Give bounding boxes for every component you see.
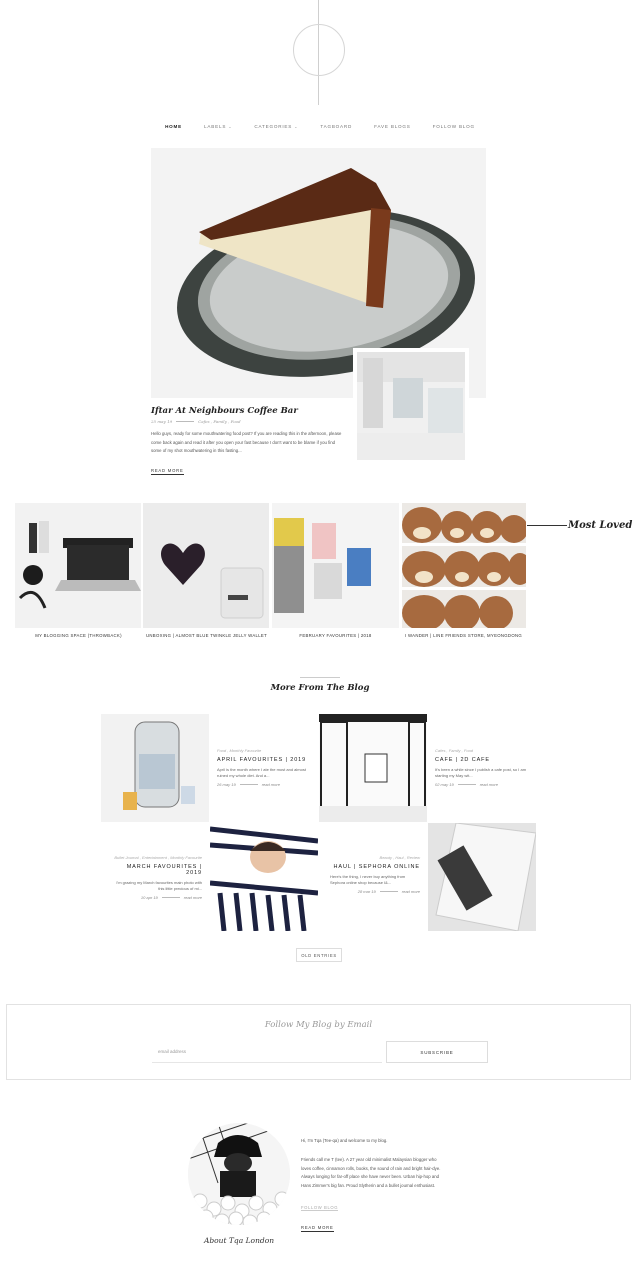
grid-post-march-categories[interactable]: Bullet Journal , Entertainment , Monthly Favourite [114, 855, 202, 860]
chevron-down-icon: ⌄ [294, 124, 299, 129]
grid-post-sephora-read-more[interactable]: read more [401, 889, 420, 894]
main-nav [0, 124, 640, 129]
most-loved-image-4[interactable] [402, 503, 526, 628]
grid-post-2d-cafe-categories[interactable]: Cafes , Family , Food [435, 748, 474, 753]
nav-follow-blog[interactable]: FOLLOW BLOG [432, 124, 475, 129]
grid-post-april-meta [217, 782, 312, 787]
grid-post-april [217, 748, 312, 787]
most-loved-rule [527, 525, 567, 526]
grid-post-april-title[interactable]: APRIL FAVOURITES | 2019 [217, 757, 307, 763]
most-loved-image-2[interactable] [143, 503, 269, 628]
grid-post-march-title[interactable]: MARCH FAVOURITES | 2019 [126, 864, 202, 876]
grid-post-sephora [330, 855, 420, 894]
about-bio: Friends call me T (tee). A 27 year old minimalist Malaysian blogger who loves coffee, cinnamon rolls, books, the sound of rain and bright hair-dye. Always longing for far-off place she have never been. Urban hip-hop and Hans Zimmer's big fan. Proud Slytherin and a bullet journal enthusiast. [301, 1157, 441, 1188]
featured-categories[interactable]: Cafes , Family , Food [198, 419, 241, 424]
featured-inset-cafe-image[interactable] [353, 348, 469, 464]
grid-post-sephora-categories[interactable]: Beauty , Haul , Review [379, 855, 420, 860]
grid-post-april-read-more[interactable]: read more [261, 782, 280, 787]
subscribe-email-input[interactable] [152, 1042, 382, 1063]
grid-post-sephora-excerpt: Here's the thing, I never buy anything from Sephora online shop because I&... [330, 874, 406, 885]
grid-post-march-date: 10 apr 19 [140, 895, 158, 900]
grid-post-2d-cafe-read-more[interactable]: read more [479, 782, 498, 787]
subscribe-email-placeholder: email address [158, 1049, 187, 1054]
chevron-down-icon: ⌄ [228, 124, 233, 129]
grid-post-2d-cafe [435, 748, 530, 787]
grid-post-march [112, 855, 202, 900]
most-loved-caption-2[interactable]: UNBOXING | ALMOST BLUE TWINKLE JELLY WALLET [146, 633, 267, 638]
about-follow-link[interactable]: FOLLOW BLOG [301, 1205, 339, 1210]
more-heading-rule [300, 677, 340, 678]
about-heading: About Tqa London [203, 1236, 275, 1245]
grid-post-march-excerpt: I'm grazing my March favourites main photo with this little precious of mi... [116, 880, 202, 891]
logo-circle[interactable] [293, 24, 345, 76]
grid-post-april-categories[interactable]: Food , Monthly Favourite [217, 748, 262, 753]
about-greeting: Hi, I'm Tqa (Tee-qa) and welcome to my blog. [301, 1138, 388, 1143]
most-loved-caption-3[interactable]: FEBRUARY FAVOURITES | 2018 [299, 633, 372, 638]
grid-post-sephora-title[interactable]: HAUL | SEPHORA ONLINE [333, 864, 420, 870]
featured-title[interactable]: Iftar At Neighbours Coffee Bar [151, 406, 298, 416]
grid-post-sephora-date: 28 mar 19 [357, 889, 376, 894]
most-loved-caption-1[interactable]: MY BLOGGING SPACE (THROWBACK) [35, 633, 122, 638]
most-loved-image-1[interactable] [15, 503, 141, 628]
grid-post-2d-cafe-meta [435, 782, 530, 787]
most-loved-image-3[interactable] [272, 503, 399, 628]
most-loved-heading: Most Loved [568, 520, 633, 531]
grid-image-sephora[interactable] [428, 823, 536, 931]
grid-post-april-excerpt: April is the month where I ate the most and almost ruined my whole diet. And a... [217, 767, 306, 778]
grid-post-2d-cafe-date: 02 may 19 [435, 782, 454, 787]
grid-post-march-read-more[interactable]: read more [183, 895, 202, 900]
most-loved-caption-4[interactable]: I WANDER | LINE FRIENDS STORE, MYEONGDONG [404, 633, 523, 638]
nav-home[interactable]: HOME [165, 124, 183, 129]
nav-fave-blogs[interactable]: FAVE BLOGS [374, 124, 411, 129]
subscribe-heading: Follow My Blog by Email [264, 1020, 373, 1030]
grid-image-2d-cafe[interactable] [319, 714, 427, 822]
subscribe-box [6, 1004, 631, 1080]
grid-post-april-date: 26 may 19 [217, 782, 236, 787]
grid-post-2d-cafe-title[interactable]: CAFE | 2D CAFE [435, 757, 490, 763]
grid-image-april[interactable] [101, 714, 209, 822]
more-from-blog-heading: More From The Blog [270, 683, 370, 693]
grid-post-march-meta [112, 895, 202, 900]
featured-excerpt: Hello guys, ready for some mouthwatering food post? If you are reading this in the afternoon, please come back again and read it after you open your fast because I don't want to be blame if you find some of my shot mouthwatering in this fasting... [151, 431, 342, 453]
featured-date: 25 may 19 [151, 419, 173, 424]
nav-categories[interactable]: CATEGORIES ⌄ [254, 124, 299, 129]
grid-post-2d-cafe-excerpt: It's been a while since I publish a cafe post, so I am starting my May wit... [435, 767, 527, 778]
grid-image-march[interactable] [210, 823, 318, 931]
nav-tagboard[interactable]: TAGBOARD [320, 124, 353, 129]
grid-post-sephora-meta [330, 889, 420, 894]
about-read-more[interactable]: READ MORE [301, 1225, 334, 1230]
about-avatar [188, 1123, 290, 1225]
featured-read-more[interactable]: READ MORE [151, 468, 184, 473]
old-entries-button[interactable]: OLD ENTRIES [296, 948, 342, 962]
featured-inset-frame [353, 348, 469, 464]
subscribe-button[interactable]: SUBSCRIBE [386, 1041, 488, 1063]
nav-labels[interactable]: LABELS ⌄ [204, 124, 233, 129]
featured-meta [151, 419, 241, 424]
